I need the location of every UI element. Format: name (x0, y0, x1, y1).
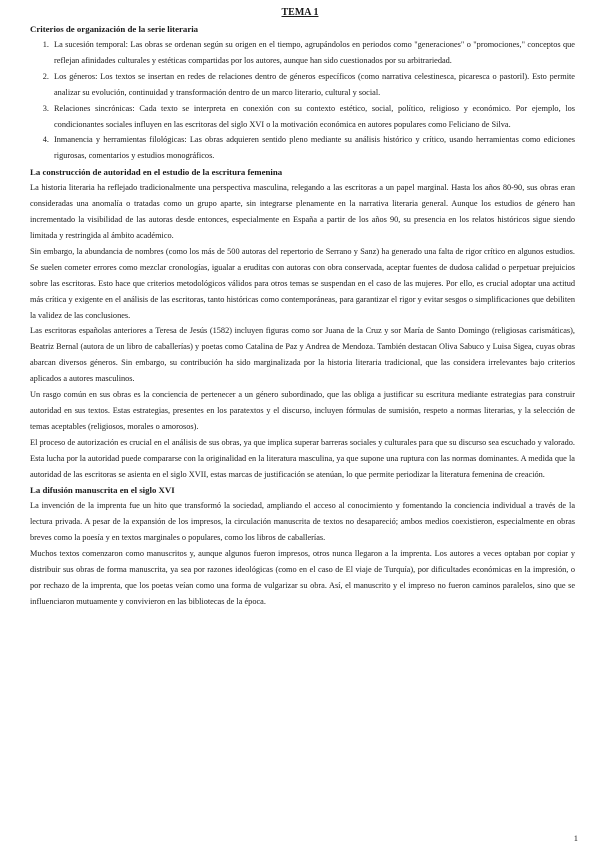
paragraph: El proceso de autorización es crucial en el análisis de sus obras, ya que implica superar barreras sociales y culturales para que su discurso sea escuchado y valorado. Esta lucha por la autoridad puede compararse con la originalidad en la literatura masculina, ya que supone una ruptura con las normas dominantes. A medida que la autoridad de las escritoras se asienta en el siglo XVII, estas marcas de justificación se atenúan, lo que permite periodizar la literatura femenina de creación. (30, 437, 575, 479)
list-item: 3. Relaciones sincrónicas: Cada texto se interpreta en conexión con su contexto estético, social, político, religioso y económico. Por ejemplo, los condicionantes sociales influyen en las escritoras del siglo XVI o la motivación económica en autores populares como Feliciano de Silva. (51, 101, 575, 133)
page-title: TEMA 1 (281, 7, 319, 18)
document-body (30, 21, 575, 610)
section-heading-autoridad: La construcción de autoridad en el estudio de la escritura femenina (30, 167, 283, 178)
section-heading-difusion: La difusión manuscrita en el siglo XVI (30, 485, 175, 496)
paragraph: La historia literaria ha reflejado tradicionalmente una perspectiva masculina, relegando a las escritoras a un papel marginal. Hasta los años 80-90, sus obras eran consideradas una anomalía o tratadas como un grupo aparte, sin integrarse plenamente en la narrativa literaria general. Aunque los estudios de género han incrementado la visibilidad de las autoras desde entonces, especialmente en España a partir de los años 90, su presencia en los relatos históricos sigue siendo limitada y restringida al ámbito académico. (30, 183, 575, 240)
paragraph: Un rasgo común en sus obras es la conciencia de pertenecer a un género subordinado, que las obliga a justificar su escritura mediante estrategias para construir autoridad en sus textos. Estas estrategias, presentes en los paratextos y el discurso, incluyen fórmulas de sumisión, respeto a normas literarias, y la selección de temas aceptables (religiosos, morales o amorosos). (30, 390, 575, 431)
section-heading-criterios: Criterios de organización de la serie literaria (30, 24, 199, 34)
list-item: 1. La sucesión temporal: Las obras se ordenan según su origen en el tiempo, agrupándolos en periodos como "generaciones" o "promociones," conceptos que reflejan afinidades culturales y estéticas compartidas por los autores, aunque han sido cuestionados por su arbitrariedad. (51, 37, 575, 69)
paragraph: Sin embargo, la abundancia de nombres (como los más de 500 autoras del repertorio de Serrano y Sanz) ha generado una falta de rigor crítico en algunos estudios. Se suelen cometer errores como mezclar cronologías, igualar a eruditas con autoras con obra conservada, aceptar fuentes de dudosa calidad o perpetuar prejuicios sobre las escritoras. Esto hace que criterios metodológicos válidos para otros temas se suspendan en el caso de las mujeres. Por ello, es crucial adoptar una actitud más crítica y exigente en el análisis de las escritoras, tanto históricas como contemporáneas, para garantizar el rigor y evitar sesgos o simplificaciones que debiliten la validez de las conclusiones. (30, 246, 575, 320)
paragraph: Muchos textos comenzaron como manuscritos y, aunque algunos fueron impresos, otros nunca llegaron a la imprenta. Los autores a veces optaban por copiar y distribuir sus obras de forma manuscrita, ya sea por razones ideológicas (como en el caso de El viaje de Turquía), por dificultades económicas en la impresión, o por rechazo de la imprenta, que los poetas veían como una forma de vulgarizar su obra. Así, el manuscrito y el impreso no fueron caminos paralelos, sino que se influenciaron mutuamente y convivieron en las bibliotecas de la época. (30, 549, 575, 606)
paragraph: Las escritoras españolas anteriores a Teresa de Jesús (1582) incluyen figuras como sor Juana de la Cruz y sor María de Santo Domingo (religiosas carismáticas), Beatriz Bernal (autora de un libro de caballerías) y poetas como Catalina de Paz y Andrea de Mendoza. También destacan Oliva Sabuco y Luisa Sigea, cuyas obras abarcan diversos géneros. Sin embargo, su contribución ha sido marginalizada por la historia literaria tradicional, que las considera irrelevantes bajo criterios aplicados a autores masculinos. (30, 326, 575, 384)
list-item: 2. Los géneros: Los textos se insertan en redes de relaciones dentro de géneros específicos (como narrativa celestinesca, picaresca o pastoril). Esto permite analizar su evolución, continuidad y transformación dentro de un marco literario, cultural y social. (51, 69, 575, 101)
criteria-list (30, 37, 575, 164)
paragraph: La invención de la imprenta fue un hito que transformó la sociedad, ampliando el acceso al conocimiento y fomentando la conciencia individual a través de la lectura privada. A pesar de la expansión de los impresos, la circulación manuscrita de textos no desapareció; ambos medios coexistieron, especialmente en obras breves como la poesía y en textos marginales o populares, como los libros de caballerías. (30, 501, 575, 543)
page-number: 1 (573, 833, 578, 843)
list-item: 4. Inmanencia y herramientas filológicas: Las obras adquieren sentido pleno mediante su análisis histórico y crítico, usando herramientas como ediciones rigurosas, comentarios y estudios monográficos. (51, 132, 575, 164)
